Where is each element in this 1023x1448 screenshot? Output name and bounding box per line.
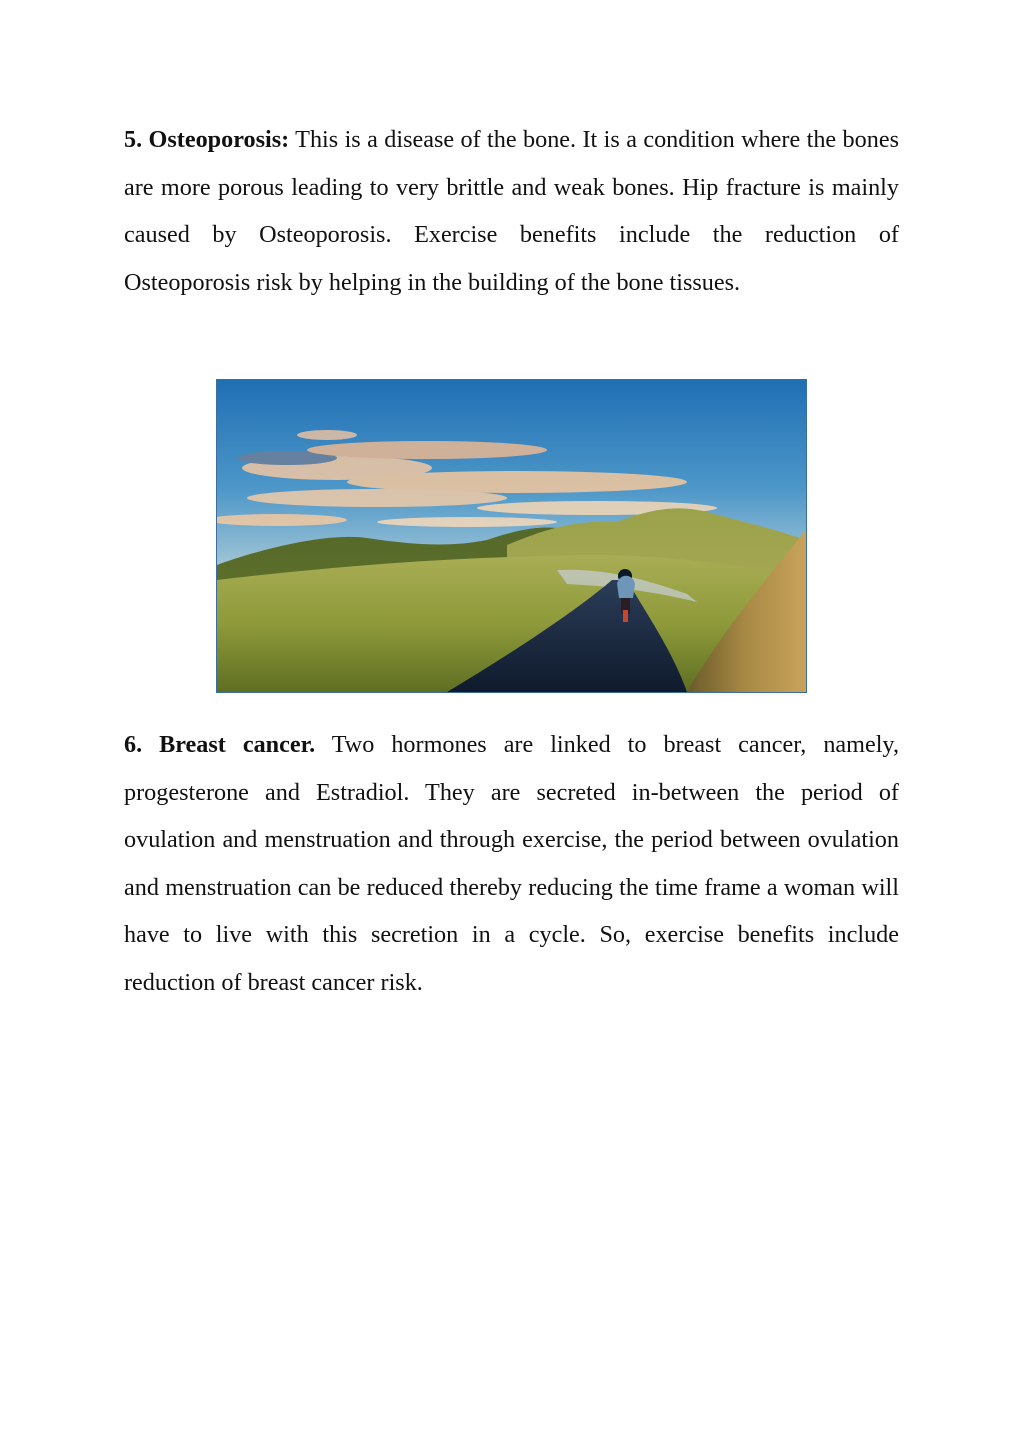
breast-cancer-paragraph [124, 721, 899, 1006]
osteoporosis-body: This is a disease of the bone. It is a condition where the bones are more porous leading to very brittle and weak bones. Hip fracture is mainly caused by Osteoporosis. Exercise benefits include the reduction of Osteoporosis risk by helping in the building of the bone tissues. [124, 126, 899, 296]
cyclist-landscape-photo [216, 379, 807, 693]
osteoporosis-heading: 5. Osteoporosis: [124, 126, 290, 153]
osteoporosis-paragraph [124, 116, 899, 306]
breast-cancer-body: Two hormones are linked to breast cancer, namely, progesterone and Estradiol. They are secreted in-between the period of ovulation and menstruation and through exercise, the period between ovulation and menstruation can be reduced thereby reducing the time frame a woman will have to live with this secretion in a cycle. So, exercise benefits include reduction of breast cancer risk. [124, 731, 899, 996]
breast-cancer-heading: 6. Breast cancer. [124, 731, 316, 758]
